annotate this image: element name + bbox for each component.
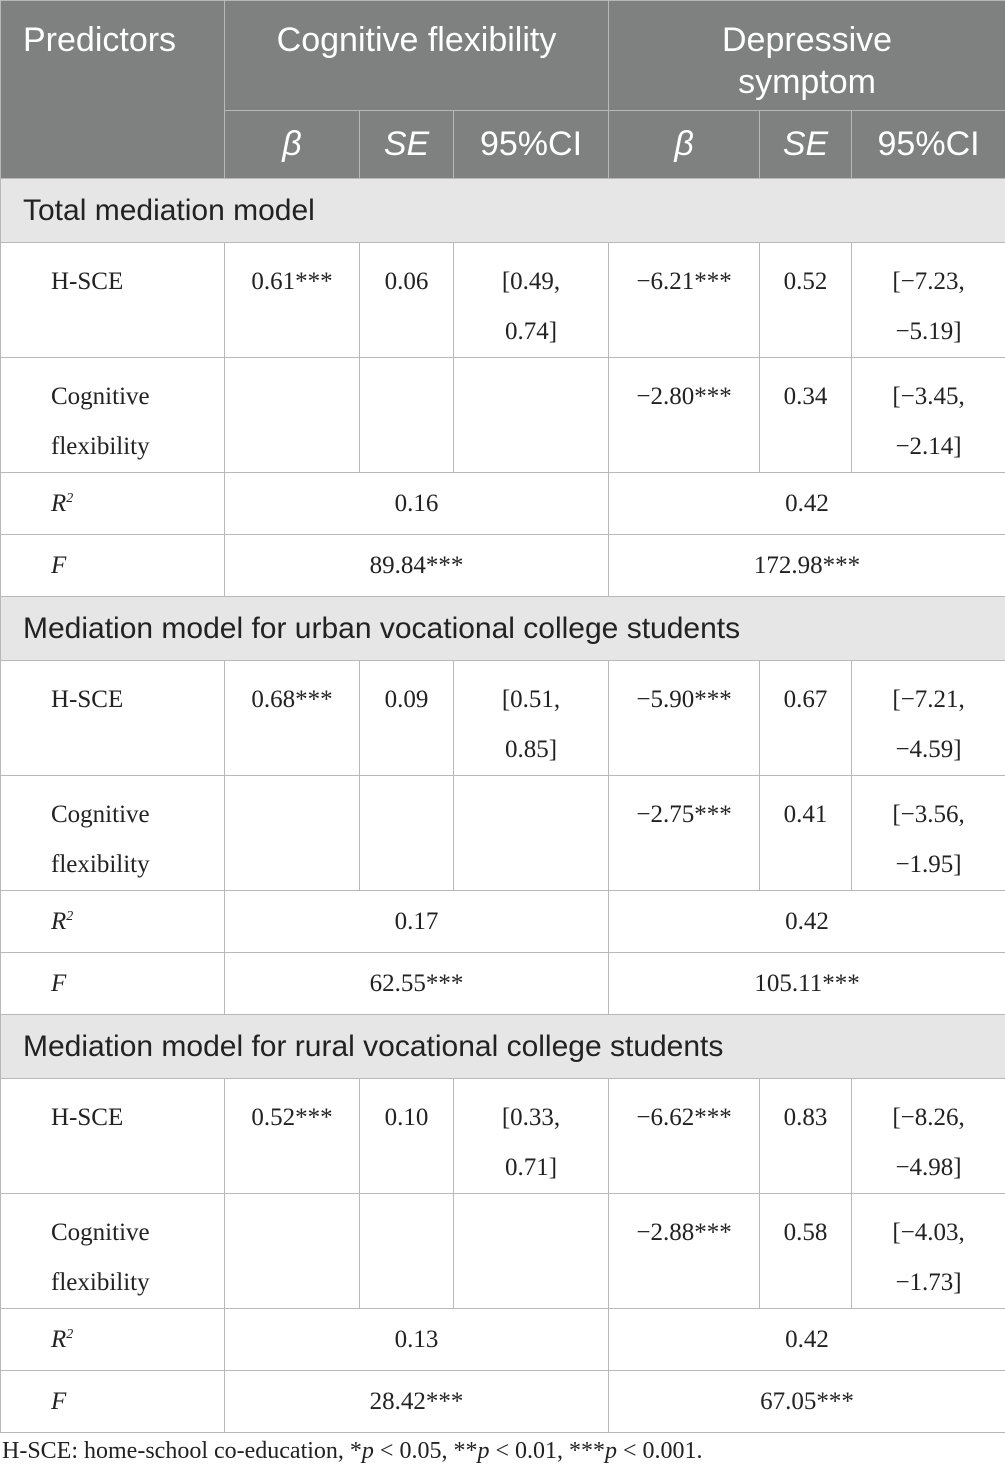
ci-cell: [−8.26, −4.98] xyxy=(852,1079,1005,1194)
depressive-line2: symptom xyxy=(738,63,876,101)
se-cell: 0.06 xyxy=(360,243,454,358)
row-label-r2: $R^2$ xyxy=(1,891,225,953)
table-row xyxy=(1,535,1005,597)
table-header xyxy=(1,1,1005,179)
row-label-f: F xyxy=(1,535,225,597)
ci-cell: [0.51, 0.85] xyxy=(454,661,609,776)
r2-value: 0.42 xyxy=(609,891,1005,953)
table-row xyxy=(1,473,1005,535)
beta-cell: −5.90*** xyxy=(609,661,760,776)
table-footnote: H-SCE: home-school co-education, *p < 0.05, **p < 0.01, ***p < 0.001. xyxy=(2,1438,703,1464)
se-header-1: SE xyxy=(360,111,454,179)
se-cell: 0.41 xyxy=(760,776,852,891)
se-cell: 0.52 xyxy=(760,243,852,358)
r2-value: 0.42 xyxy=(609,473,1005,535)
beta-cell: −2.80*** xyxy=(609,358,760,473)
r2-value: 0.17 xyxy=(225,891,609,953)
table-row xyxy=(1,358,1005,473)
r2-value: 0.13 xyxy=(225,1309,609,1371)
ci-cell: [0.33, 0.71] xyxy=(454,1079,609,1194)
f-value: 28.42*** xyxy=(225,1371,609,1433)
ci-header-1: 95%CI xyxy=(454,111,609,179)
ci-cell: [−4.03, −1.73] xyxy=(852,1194,1005,1309)
beta-cell: −2.75*** xyxy=(609,776,760,891)
ci-cell: [0.49, 0.74] xyxy=(454,243,609,358)
beta-cell: 0.52*** xyxy=(225,1079,360,1194)
empty-cell xyxy=(225,358,360,473)
ci-cell: [−7.21, −4.59] xyxy=(852,661,1005,776)
beta-header-2: β xyxy=(609,111,760,179)
table-row xyxy=(1,243,1005,358)
ci-cell: [−7.23, −5.19] xyxy=(852,243,1005,358)
row-label-r2: $R^2$ xyxy=(1,473,225,535)
depressive-symptom-header xyxy=(609,1,1005,111)
predictors-header: Predictors xyxy=(1,1,225,179)
table-body xyxy=(1,179,1005,1433)
beta-cell: 0.68*** xyxy=(225,661,360,776)
row-label-f: F xyxy=(1,953,225,1015)
table-row xyxy=(1,1079,1005,1194)
table-row xyxy=(1,661,1005,776)
row-label-hsce: H-SCE xyxy=(1,1079,225,1194)
table-row xyxy=(1,891,1005,953)
empty-cell xyxy=(360,358,454,473)
se-cell: 0.67 xyxy=(760,661,852,776)
beta-header-1: β xyxy=(225,111,360,179)
table-row xyxy=(1,1194,1005,1309)
se-header-2: SE xyxy=(760,111,852,179)
row-label-r2: $R^2$ xyxy=(1,1309,225,1371)
f-value: 105.11*** xyxy=(609,953,1005,1015)
row-label-hsce: H-SCE xyxy=(1,661,225,776)
se-cell: 0.83 xyxy=(760,1079,852,1194)
beta-cell: −6.21*** xyxy=(609,243,760,358)
beta-cell: −6.62*** xyxy=(609,1079,760,1194)
r2-value: 0.42 xyxy=(609,1309,1005,1371)
empty-cell xyxy=(454,1194,609,1309)
se-cell: 0.58 xyxy=(760,1194,852,1309)
row-label-hsce: H-SCE xyxy=(1,243,225,358)
beta-cell: −2.88*** xyxy=(609,1194,760,1309)
section-title: Total mediation model xyxy=(1,179,1005,243)
se-cell: 0.09 xyxy=(360,661,454,776)
cognitive-flexibility-header: Cognitive flexibility xyxy=(225,1,609,111)
se-cell: 0.34 xyxy=(760,358,852,473)
row-label-cognitive-flexibility: Cognitive flexibility xyxy=(1,358,225,473)
section-title: Mediation model for rural vocational college students xyxy=(1,1015,1005,1079)
ci-cell: [−3.45, −2.14] xyxy=(852,358,1005,473)
row-label-cognitive-flexibility: Cognitive flexibility xyxy=(1,1194,225,1309)
r2-value: 0.16 xyxy=(225,473,609,535)
f-value: 67.05*** xyxy=(609,1371,1005,1433)
table-row xyxy=(1,1309,1005,1371)
f-value: 62.55*** xyxy=(225,953,609,1015)
empty-cell xyxy=(454,776,609,891)
empty-cell xyxy=(360,1194,454,1309)
empty-cell xyxy=(225,1194,360,1309)
empty-cell xyxy=(225,776,360,891)
table-row xyxy=(1,776,1005,891)
row-label-cognitive-flexibility: Cognitive flexibility xyxy=(1,776,225,891)
table-row xyxy=(1,953,1005,1015)
f-value: 172.98*** xyxy=(609,535,1005,597)
row-label-f: F xyxy=(1,1371,225,1433)
empty-cell xyxy=(360,776,454,891)
table-row xyxy=(1,1371,1005,1433)
ci-cell: [−3.56, −1.95] xyxy=(852,776,1005,891)
beta-cell: 0.61*** xyxy=(225,243,360,358)
depressive-line1: Depressive xyxy=(722,21,893,59)
empty-cell xyxy=(454,358,609,473)
section-title: Mediation model for urban vocational college students xyxy=(1,597,1005,661)
se-cell: 0.10 xyxy=(360,1079,454,1194)
f-value: 89.84*** xyxy=(225,535,609,597)
ci-header-2: 95%CI xyxy=(852,111,1005,179)
